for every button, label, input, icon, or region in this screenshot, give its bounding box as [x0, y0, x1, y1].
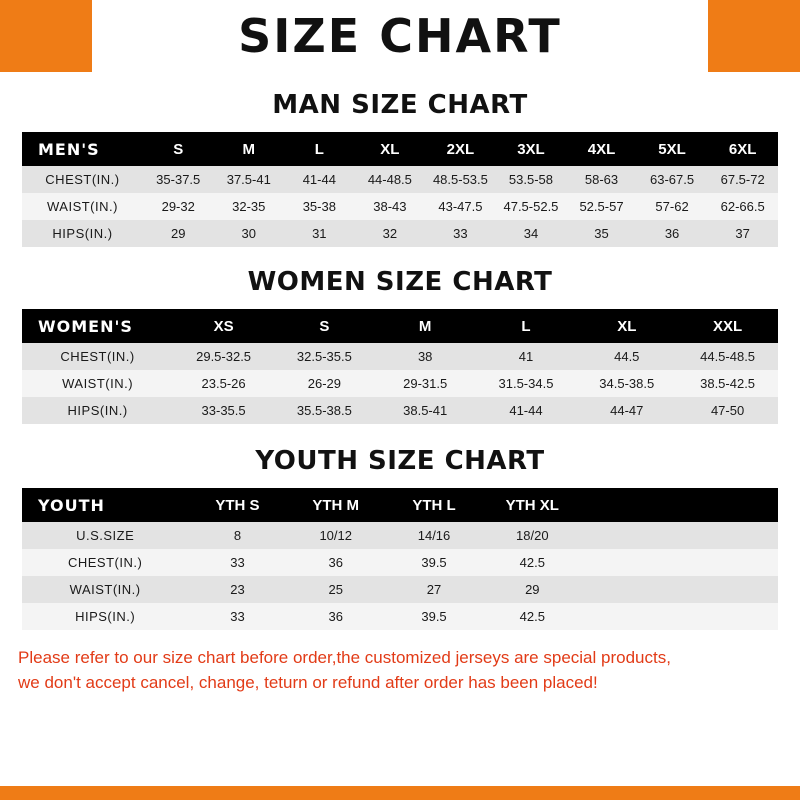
cell: 33 [425, 220, 496, 247]
cell: 33-35.5 [173, 397, 274, 424]
table-row [22, 370, 778, 397]
women-col-xs: XS [173, 309, 274, 343]
women-size-table [22, 309, 778, 424]
cell [581, 549, 679, 576]
man-col-3xl: 3XL [496, 132, 567, 166]
cell: 29.5-32.5 [173, 343, 274, 370]
cell: 29-31.5 [375, 370, 476, 397]
youth-row-waist-label: WAIST(IN.) [22, 576, 188, 603]
women-size-section [0, 267, 800, 424]
cell: 18/20 [483, 522, 581, 549]
youth-header-label: YOUTH [22, 488, 188, 522]
header-banner-inner [92, 0, 708, 72]
cell: 37 [707, 220, 778, 247]
women-row-waist-label: WAIST(IN.) [22, 370, 173, 397]
cell: 47-50 [677, 397, 778, 424]
youth-size-section [0, 446, 800, 630]
man-col-5xl: 5XL [637, 132, 708, 166]
cell: 34.5-38.5 [576, 370, 677, 397]
cell [680, 576, 778, 603]
cell: 33 [188, 549, 286, 576]
cell: 23 [188, 576, 286, 603]
cell: 42.5 [483, 549, 581, 576]
man-size-table [22, 132, 778, 247]
bottom-accent-bar [0, 786, 800, 800]
women-col-xxl: XXL [677, 309, 778, 343]
cell: 41-44 [476, 397, 577, 424]
women-row-hips-label: HIPS(IN.) [22, 397, 173, 424]
man-col-m: M [214, 132, 285, 166]
cell: 37.5-41 [214, 166, 285, 193]
cell: 63-67.5 [637, 166, 708, 193]
youth-row-hips-label: HIPS(IN.) [22, 603, 188, 630]
women-col-l: L [476, 309, 577, 343]
women-col-xl: XL [576, 309, 677, 343]
man-col-s: S [143, 132, 214, 166]
cell [680, 522, 778, 549]
man-section-title: MAN SIZE CHART [272, 90, 528, 120]
table-header-row [22, 132, 778, 166]
cell [680, 549, 778, 576]
table-header-row [22, 309, 778, 343]
youth-col-blank-1 [581, 488, 679, 522]
cell: 67.5-72 [707, 166, 778, 193]
youth-col-s: YTH S [188, 488, 286, 522]
cell: 32.5-35.5 [274, 343, 375, 370]
cell: 44.5 [576, 343, 677, 370]
cell: 57-62 [637, 193, 708, 220]
page-title: SIZE CHART [238, 9, 562, 63]
cell: 10/12 [287, 522, 385, 549]
table-header-row [22, 488, 778, 522]
cell: 29 [143, 220, 214, 247]
youth-col-l: YTH L [385, 488, 483, 522]
youth-size-table [22, 488, 778, 630]
youth-col-blank-2 [680, 488, 778, 522]
cell: 47.5-52.5 [496, 193, 567, 220]
cell: 38 [375, 343, 476, 370]
cell: 42.5 [483, 603, 581, 630]
cell [581, 603, 679, 630]
cell: 41 [476, 343, 577, 370]
cell: 44.5-48.5 [677, 343, 778, 370]
man-row-chest-label: CHEST(IN.) [22, 166, 143, 193]
cell: 30 [214, 220, 285, 247]
women-header-label: WOMEN'S [22, 309, 173, 343]
header-banner [0, 0, 800, 72]
cell: 14/16 [385, 522, 483, 549]
cell: 58-63 [566, 166, 637, 193]
table-row [22, 343, 778, 370]
cell: 35-37.5 [143, 166, 214, 193]
cell [581, 576, 679, 603]
cell: 41-44 [284, 166, 355, 193]
banner-right-fill [708, 0, 800, 72]
cell: 31.5-34.5 [476, 370, 577, 397]
disclaimer-note [0, 646, 800, 695]
cell: 38.5-41 [375, 397, 476, 424]
man-col-l: L [284, 132, 355, 166]
cell: 32-35 [214, 193, 285, 220]
cell: 44-48.5 [355, 166, 426, 193]
table-row [22, 603, 778, 630]
women-row-chest-label: CHEST(IN.) [22, 343, 173, 370]
table-row [22, 397, 778, 424]
cell: 26-29 [274, 370, 375, 397]
banner-left-fill [0, 0, 92, 72]
youth-row-ussize-label: U.S.SIZE [22, 522, 188, 549]
disclaimer-line-2: we don't accept cancel, change, teturn or refund after order has been placed! [18, 672, 598, 692]
cell: 23.5-26 [173, 370, 274, 397]
cell: 52.5-57 [566, 193, 637, 220]
cell: 8 [188, 522, 286, 549]
youth-section-title: YOUTH SIZE CHART [255, 446, 545, 476]
table-row [22, 166, 778, 193]
table-row [22, 549, 778, 576]
cell: 25 [287, 576, 385, 603]
cell: 36 [287, 603, 385, 630]
man-row-waist-label: WAIST(IN.) [22, 193, 143, 220]
women-section-title: WOMEN SIZE CHART [247, 267, 553, 297]
man-size-section [0, 90, 800, 247]
cell [680, 603, 778, 630]
table-row [22, 576, 778, 603]
man-header-label: MEN'S [22, 132, 143, 166]
table-row [22, 193, 778, 220]
cell: 44-47 [576, 397, 677, 424]
cell: 35.5-38.5 [274, 397, 375, 424]
youth-col-xl: YTH XL [483, 488, 581, 522]
cell: 33 [188, 603, 286, 630]
cell: 39.5 [385, 549, 483, 576]
cell: 48.5-53.5 [425, 166, 496, 193]
cell: 34 [496, 220, 567, 247]
cell: 38.5-42.5 [677, 370, 778, 397]
women-col-s: S [274, 309, 375, 343]
man-row-hips-label: HIPS(IN.) [22, 220, 143, 247]
cell: 43-47.5 [425, 193, 496, 220]
cell: 35 [566, 220, 637, 247]
cell: 36 [637, 220, 708, 247]
cell: 53.5-58 [496, 166, 567, 193]
cell: 62-66.5 [707, 193, 778, 220]
women-col-m: M [375, 309, 476, 343]
cell [581, 522, 679, 549]
cell: 39.5 [385, 603, 483, 630]
cell: 38-43 [355, 193, 426, 220]
cell: 29 [483, 576, 581, 603]
man-col-4xl: 4XL [566, 132, 637, 166]
youth-col-m: YTH M [287, 488, 385, 522]
cell: 36 [287, 549, 385, 576]
man-col-xl: XL [355, 132, 426, 166]
cell: 35-38 [284, 193, 355, 220]
table-row [22, 522, 778, 549]
youth-row-chest-label: CHEST(IN.) [22, 549, 188, 576]
cell: 29-32 [143, 193, 214, 220]
disclaimer-line-1: Please refer to our size chart before order,the customized jerseys are special products, [18, 648, 671, 667]
cell: 32 [355, 220, 426, 247]
cell: 27 [385, 576, 483, 603]
man-col-2xl: 2XL [425, 132, 496, 166]
table-row [22, 220, 778, 247]
cell: 31 [284, 220, 355, 247]
man-col-6xl: 6XL [707, 132, 778, 166]
